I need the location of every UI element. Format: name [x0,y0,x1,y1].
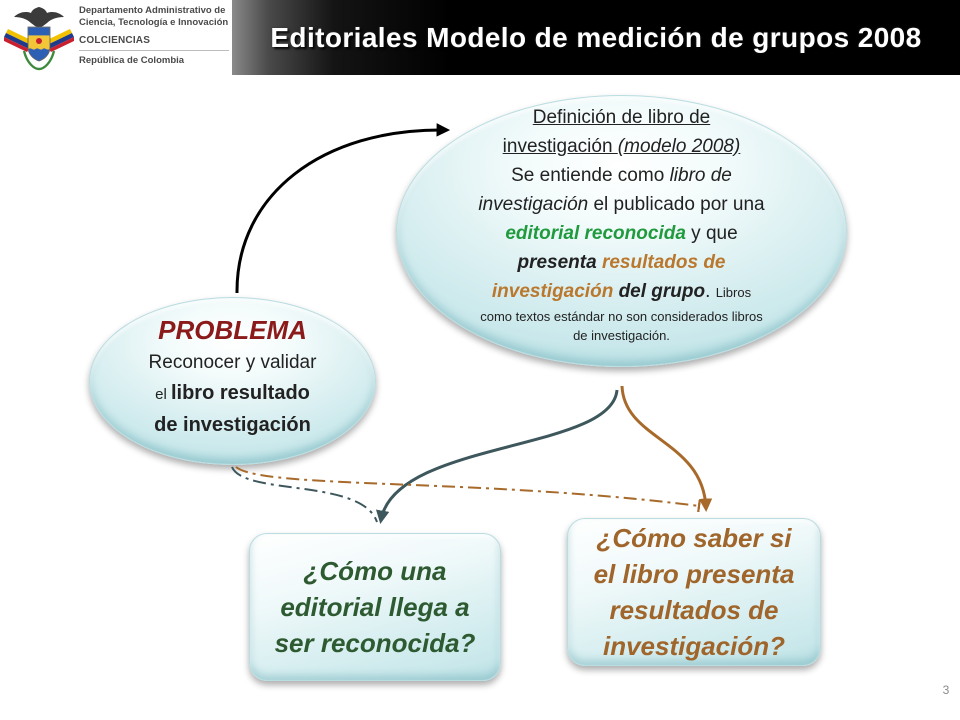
definition-model-year: (modelo 2008) [617,136,741,157]
question-resultados-line-3: resultados de [609,595,779,625]
logo-department-line-2: Ciencia, Tecnología e Innovación [79,17,229,28]
problem-line-3-bold: de investigación [154,414,311,436]
dashdot-problem-to-resultados-question [236,467,699,506]
definition-investigacion-highlight: investigación [491,281,614,302]
question-resultados-investigacion-box [567,518,821,666]
logo-department-line-1: Departamento Administrativo de [79,5,226,16]
definition-oval [396,95,847,367]
definition-line-5 [397,219,846,248]
definition-line-6 [397,248,846,277]
problem-title: PROBLEMA [158,315,307,345]
page-number: 3 [942,683,950,697]
definition-text [397,103,846,345]
problem-oval [89,297,376,465]
problem-line-1: Reconocer y validar [148,352,317,373]
question-reconocida-line-3: ser reconocida? [274,628,476,658]
title-bar [232,0,960,75]
definition-line-7 [397,277,846,307]
definition-presenta: presenta [517,252,597,273]
definition-note-libros: Libros [715,285,752,300]
question-resultados-line-1: ¿Cómo saber si [596,523,792,553]
logo-colciencias: COLCIENCIAS [79,34,229,51]
definition-line-4 [397,190,846,219]
slide-title: Editoriales Modelo de medición de grupos 2008 [270,22,922,53]
arrow-definition-to-editorial-question [381,390,617,520]
definition-line-1 [397,103,846,132]
definition-note-line-2: como textos estándar no son considerados libros [480,309,763,324]
question-resultados-line-4: investigación? [602,631,786,661]
definition-period: . [705,281,716,302]
definition-del-grupo: del grupo [613,281,706,302]
question-editorial-reconocida-box [249,533,501,681]
definition-investigacion: investigación [478,194,589,215]
coat-of-arms-icon [4,3,74,73]
definition-publicado-text: el publicado por una [588,194,765,215]
problem-line-2 [90,378,375,410]
definition-editorial-reconocida: editorial reconocida [505,223,686,244]
definition-y-que: y que [685,223,738,244]
problem-text [90,312,375,441]
definition-line-2 [397,132,846,161]
question-resultados-line-2: el libro presenta [593,559,795,589]
problem-line-2-bold: libro resultado [170,382,310,404]
logo-text [79,5,229,67]
definition-resultados-de: resultados de [596,252,726,273]
question-reconocida-line-1: ¿Cómo una [303,556,447,586]
definition-heading-investigacion: investigación [502,136,618,157]
dashdot-problem-to-editorial-question [232,467,377,522]
arrow-definition-to-resultados-question [622,386,706,508]
logo-republica: República de Colombia [79,55,185,66]
question-reconocida-line-2: editorial llega a [280,592,470,622]
colciencias-logo [0,0,232,75]
definition-note-line-3: de investigación. [573,328,670,343]
definition-lead-text: Se entiende como [511,165,670,186]
definition-heading-text: Definición de libro de [532,107,711,128]
definition-libro-de: libro de [669,165,732,186]
problem-line-3 [90,410,375,441]
definition-line-3 [397,161,846,190]
problem-line-2-prefix: el [155,386,171,403]
